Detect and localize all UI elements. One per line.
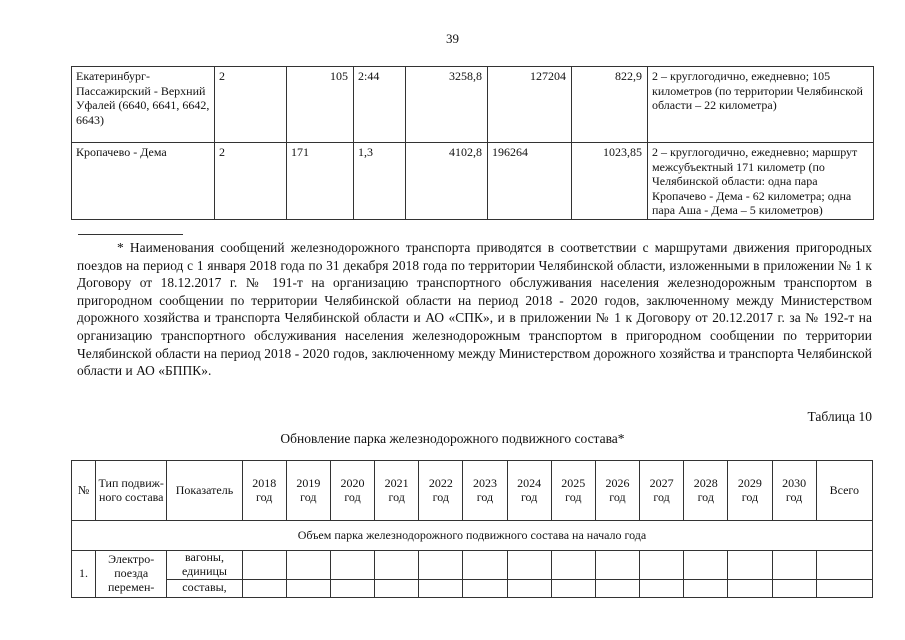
table-row <box>72 143 874 220</box>
header-year: 2028 год <box>684 461 728 521</box>
table-row <box>72 67 874 143</box>
route-cell: 1,3 <box>354 143 406 220</box>
header-year: 2026 год <box>595 461 639 521</box>
cell <box>772 579 816 597</box>
header-num: № <box>72 461 96 521</box>
cell <box>816 579 872 597</box>
cell <box>551 551 595 580</box>
row-indicator: вагоны, единицы <box>167 551 242 580</box>
footnote-divider <box>78 234 183 235</box>
cell <box>684 579 728 597</box>
route-note: 2 – круглогодично, ежедневно; маршрут межсубъектный 171 километр (по Челябинской области: одна пара Кропачево - Дема - 62 километра; одна пара Аша - Дема – 5 километров) <box>648 143 874 220</box>
route-cell: 2 <box>215 143 287 220</box>
routes-table <box>71 66 874 220</box>
table-number: Таблица 10 <box>807 409 872 424</box>
header-indicator: Показатель <box>167 461 242 521</box>
header-year: 2023 год <box>463 461 507 521</box>
route-cell: 127204 <box>488 67 572 143</box>
cell <box>419 551 463 580</box>
header-year: 2029 год <box>728 461 772 521</box>
header-year: 2020 год <box>330 461 374 521</box>
route-name: Кропачево - Дема <box>72 143 215 220</box>
route-cell: 822,9 <box>572 67 648 143</box>
cell <box>595 579 639 597</box>
section-title: Объем парка железнодорожного подвижного состава на начало года <box>72 521 873 551</box>
route-cell: 2:44 <box>354 67 406 143</box>
row-num: 1. <box>72 551 96 598</box>
cell <box>772 551 816 580</box>
cell <box>507 551 551 580</box>
cell <box>330 579 374 597</box>
cell <box>684 551 728 580</box>
cell <box>242 551 286 580</box>
cell <box>640 551 684 580</box>
row-type: Электро-поезда перемен- <box>96 551 167 598</box>
header-year: 2024 год <box>507 461 551 521</box>
header-year: 2021 год <box>375 461 419 521</box>
route-note: 2 – круглогодично, ежедневно; 105 километров (по территории Челябинской области – 22 километра) <box>648 67 874 143</box>
section-row <box>72 521 873 551</box>
cell <box>507 579 551 597</box>
route-cell: 171 <box>287 143 354 220</box>
route-cell: 1023,85 <box>572 143 648 220</box>
header-year: 2030 год <box>772 461 816 521</box>
cell <box>816 551 872 580</box>
cell <box>419 579 463 597</box>
row-indicator: составы, <box>167 579 242 597</box>
cell <box>286 551 330 580</box>
footnote: * Наименования сообщений железнодорожного транспорта приводятся в соответствии с маршрутами движения пригородных поездов на период с 1 января 2018 года по 31 декабря 2018 года по территории Челябинской области, изложенными в приложении № 1 к Договору от 18.12.2017 г. № 191-т на организацию транспортного обслуживания населения железнодорожным транспортом в пригородном сообщении по территории Челябинской области на период 2018 - 2020 годов, заключенному между Министерством дорожного хозяйства и транспорта Челябинской области и АО «СПК», и в приложении № 1 к Договору от 20.12.2017 г. за № 192-т на организацию транспортного обслуживания населения железнодорожным транспортом в пригородном сообщении по территории Челябинской области на период 2018 - 2020 годов, заключенному между Министерством дорожного хозяйства и транспорта Челябинской области и АО «БППК». <box>77 240 872 379</box>
cell <box>640 579 684 597</box>
route-cell: 4102,8 <box>406 143 488 220</box>
header-year: 2018 год <box>242 461 286 521</box>
header-year: 2025 год <box>551 461 595 521</box>
cell <box>463 579 507 597</box>
route-name: Екатеринбург-Пассажирский - Верхний Уфалей (6640, 6641, 6642, 6643) <box>72 67 215 143</box>
route-cell: 2 <box>215 67 287 143</box>
table-row <box>72 579 873 597</box>
route-cell: 105 <box>287 67 354 143</box>
route-cell: 3258,8 <box>406 67 488 143</box>
header-type: Тип подвиж-ного состава <box>96 461 167 521</box>
fleet-table <box>71 460 873 598</box>
cell <box>595 551 639 580</box>
header-year: 2022 год <box>419 461 463 521</box>
header-year: 2019 год <box>286 461 330 521</box>
cell <box>728 551 772 580</box>
route-cell: 196264 <box>488 143 572 220</box>
table-row <box>72 551 873 580</box>
cell <box>330 551 374 580</box>
header-total: Всего <box>816 461 872 521</box>
cell <box>551 579 595 597</box>
header-year: 2027 год <box>640 461 684 521</box>
cell <box>286 579 330 597</box>
page-number: 39 <box>446 31 459 46</box>
cell <box>375 551 419 580</box>
cell <box>375 579 419 597</box>
header-row <box>72 461 873 521</box>
cell <box>242 579 286 597</box>
cell <box>728 579 772 597</box>
table-title: Обновление парка железнодорожного подвижного состава* <box>280 431 625 446</box>
cell <box>463 551 507 580</box>
